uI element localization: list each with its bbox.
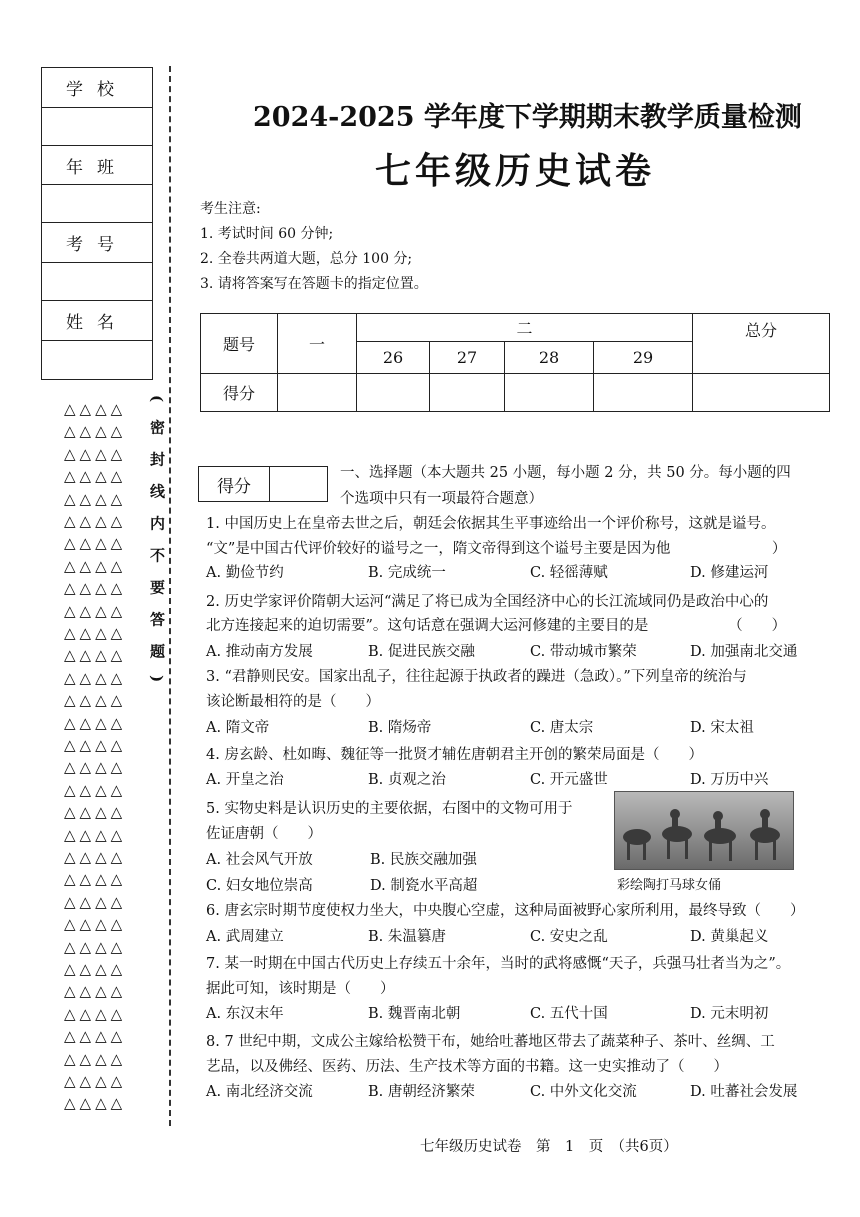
question-number-label: 题号 <box>201 314 278 374</box>
triangle-row: △△△△ <box>64 1094 127 1113</box>
exam-number-field[interactable] <box>42 263 152 301</box>
question-text: 6. 唐玄宗时期节度使权力坐大，中央腹心空虚，这种局面被野心家所利用，最终导致（ ） <box>206 903 805 919</box>
triangle-row: △△△△ <box>64 937 127 956</box>
answer-option[interactable]: C. 带动城市繁荣 <box>530 644 637 660</box>
triangle-row: △△△△ <box>64 803 127 822</box>
notice-item: 1. 考试时间 60 分钟; <box>200 226 334 242</box>
score-cell[interactable] <box>430 374 505 412</box>
notice-item: 3. 请将答案写在答题卡的指定位置。 <box>200 276 428 292</box>
answer-option[interactable]: B. 隋炀帝 <box>368 720 432 736</box>
answer-option[interactable]: C. 开元盛世 <box>530 772 608 788</box>
section-heading: 个选项中只有一项最符合题意） <box>340 491 543 507</box>
question-text: “文”是中国古代评价较好的谥号之一，隋文帝得到这个谥号主要是因为他 ） <box>206 541 787 557</box>
answer-option[interactable]: D. 修建运河 <box>690 565 769 581</box>
sub-question-number: 26 <box>357 342 430 374</box>
part-one-header: 一 <box>278 314 357 374</box>
question-text: 2. 历史学家评价隋朝大运河“满足了将已成为全国经济中心的长江流域同仍是政治中心的 <box>206 594 769 610</box>
page-footer: 七年级历史试卷 第 1 页 （共6页） <box>420 1139 678 1155</box>
triangle-row: △△△△ <box>64 758 127 777</box>
answer-option[interactable]: D. 加强南北交通 <box>690 644 798 660</box>
triangle-row: △△△△ <box>64 825 127 844</box>
binding-line <box>169 66 171 1126</box>
sub-question-number: 29 <box>594 342 693 374</box>
triangle-row: △△△△ <box>64 1027 127 1046</box>
sub-question-number: 27 <box>430 342 505 374</box>
answer-option[interactable]: C. 五代十国 <box>530 1006 608 1022</box>
part-two-header: 二 <box>357 314 693 342</box>
answer-option[interactable]: B. 民族交融加强 <box>370 852 477 868</box>
triangle-row: △△△△ <box>64 691 127 710</box>
triangle-row: △△△△ <box>64 422 127 441</box>
answer-option[interactable]: A. 隋文帝 <box>206 720 270 736</box>
score-cell[interactable] <box>357 374 430 412</box>
answer-option[interactable]: D. 元末明初 <box>690 1006 769 1022</box>
triangle-row: △△△△ <box>64 736 127 754</box>
question-text: 4. 房玄龄、杜如晦、魏征等一批贤才辅佐唐朝君主开创的繁荣局面是（ ） <box>206 747 703 763</box>
exam-subtitle: 七年级历史试卷 <box>375 150 656 192</box>
school-field[interactable] <box>42 108 152 146</box>
student-info-box <box>41 67 153 380</box>
answer-option[interactable]: D. 宋太祖 <box>690 720 754 736</box>
triangle-row: △△△△ <box>64 870 127 889</box>
class-field[interactable] <box>42 185 152 223</box>
answer-option[interactable]: A. 东汉末年 <box>206 1006 284 1022</box>
answer-option[interactable]: A. 勤俭节约 <box>206 565 284 581</box>
triangle-row: △△△△ <box>64 892 127 911</box>
question-text: 艺品，以及佛经、医药、历法、生产技术等方面的书籍。这一史实推动了（ ） <box>206 1059 728 1075</box>
triangle-row: △△△△ <box>64 668 127 687</box>
triangle-row: △△△△ <box>64 1049 127 1068</box>
question-text: 该论断最相符的是（ ） <box>206 694 380 710</box>
image-caption: 彩绘陶打马球女俑 <box>617 878 722 893</box>
answer-option[interactable]: C. 唐太宗 <box>530 720 594 736</box>
triangle-row: △△△△ <box>64 780 127 799</box>
answer-option[interactable]: B. 完成统一 <box>368 565 446 581</box>
section-score-field[interactable] <box>270 467 327 501</box>
exam-title: 2024-2025 学年度下学期期末教学质量检测 <box>253 102 802 133</box>
answer-option[interactable]: D. 吐蕃社会发展 <box>690 1084 798 1100</box>
triangle-row: △△△△ <box>64 1004 127 1023</box>
triangle-row: △△△△ <box>64 400 127 418</box>
triangle-row: △△△△ <box>64 624 127 642</box>
triangle-row: △△△△ <box>64 579 127 598</box>
answer-option[interactable]: D. 万历中兴 <box>690 772 769 788</box>
score-cell[interactable] <box>278 374 357 412</box>
school-label: 学校 <box>42 68 152 108</box>
answer-option[interactable]: A. 南北经济交流 <box>206 1084 313 1100</box>
triangle-row: △△△△ <box>64 444 127 463</box>
triangle-row: △△△△ <box>64 556 127 575</box>
question-text: 1. 中国历史上在皇帝去世之后，朝廷会依据其生平事迹给出一个评价称号，这就是谥号。 <box>206 516 776 532</box>
answer-option[interactable]: B. 朱温篡唐 <box>368 929 446 945</box>
name-field[interactable] <box>42 341 152 379</box>
question-text: 8. 7 世纪中期，文成公主嫁给松赞干布，她给吐蕃地区带去了蔬菜种子、茶叶、丝绸、工 <box>206 1034 775 1050</box>
notice-heading: 考生注意: <box>200 201 261 217</box>
polo-figurine-image <box>614 791 794 870</box>
answer-option[interactable]: C. 妇女地位崇高 <box>206 878 313 894</box>
answer-option[interactable]: B. 贞观之治 <box>368 772 446 788</box>
triangle-row: △△△△ <box>64 601 127 620</box>
triangle-row: △△△△ <box>64 848 127 866</box>
score-cell[interactable] <box>594 374 693 412</box>
answer-option[interactable]: A. 开皇之治 <box>206 772 284 788</box>
triangle-row: △△△△ <box>64 512 127 530</box>
section-score-label: 得分 <box>199 467 270 501</box>
question-text: 佐证唐朝（ ） <box>206 826 322 842</box>
triangle-row: △△△△ <box>64 467 127 486</box>
sub-question-number: 28 <box>505 342 594 374</box>
question-text: 3. “君静则民安。国家出乱子，往往起源于执政者的躁进（急政）。”下列皇帝的统治与 <box>206 669 747 685</box>
name-label: 姓名 <box>42 301 152 341</box>
answer-option[interactable]: C. 中外文化交流 <box>530 1084 637 1100</box>
triangle-row: △△△△ <box>64 915 127 934</box>
answer-option[interactable]: C. 轻徭薄赋 <box>530 565 608 581</box>
answer-option[interactable]: D. 黄巢起义 <box>690 929 769 945</box>
question-text: 5. 实物史料是认识历史的主要依据，右图中的文物可用于 <box>206 801 573 817</box>
notice-item: 2. 全卷共两道大题，总分 100 分; <box>200 251 413 267</box>
answer-option[interactable]: A. 推动南方发展 <box>206 644 313 660</box>
answer-option[interactable]: B. 唐朝经济繁荣 <box>368 1084 475 1100</box>
section-score-box <box>198 466 328 502</box>
answer-option[interactable]: A. 社会风气开放 <box>206 852 313 868</box>
question-text: 据此可知，该时期是（ ） <box>206 981 395 997</box>
answer-option[interactable]: D. 制瓷水平高超 <box>370 878 478 894</box>
score-cell[interactable] <box>693 374 830 412</box>
answer-option[interactable]: A. 武周建立 <box>206 929 284 945</box>
triangle-row: △△△△ <box>64 1072 127 1090</box>
triangle-row: △△△△ <box>64 982 127 1001</box>
seal-note: (密封线内不要答题) <box>148 395 166 700</box>
answer-option[interactable]: C. 安史之乱 <box>530 929 608 945</box>
section-heading: 一、选择题（本大题共 25 小题，每小题 2 分，共 50 分。每小题的四 <box>340 465 791 481</box>
triangle-row: △△△△ <box>64 534 127 553</box>
score-table <box>200 313 830 412</box>
total-header: 总分 <box>693 314 830 374</box>
exam-number-label: 考号 <box>42 223 152 263</box>
class-label: 年班 <box>42 146 152 185</box>
answer-option[interactable]: B. 魏晋南北朝 <box>368 1006 461 1022</box>
score-cell[interactable] <box>505 374 594 412</box>
triangle-row: △△△△ <box>64 960 127 978</box>
score-row-label: 得分 <box>201 374 278 412</box>
triangle-row: △△△△ <box>64 489 127 508</box>
question-text: 北方连接起来的迫切需要”。这句话意在强调大运河修建的主要目的是 （ ） <box>206 618 787 634</box>
triangle-row: △△△△ <box>64 713 127 732</box>
question-text: 7. 某一时期在中国古代历史上存续五十余年，当时的武将感慨“天子，兵强马壮者当为之”。 <box>206 956 791 972</box>
triangle-row: △△△△ <box>64 646 127 665</box>
answer-option[interactable]: B. 促进民族交融 <box>368 644 475 660</box>
